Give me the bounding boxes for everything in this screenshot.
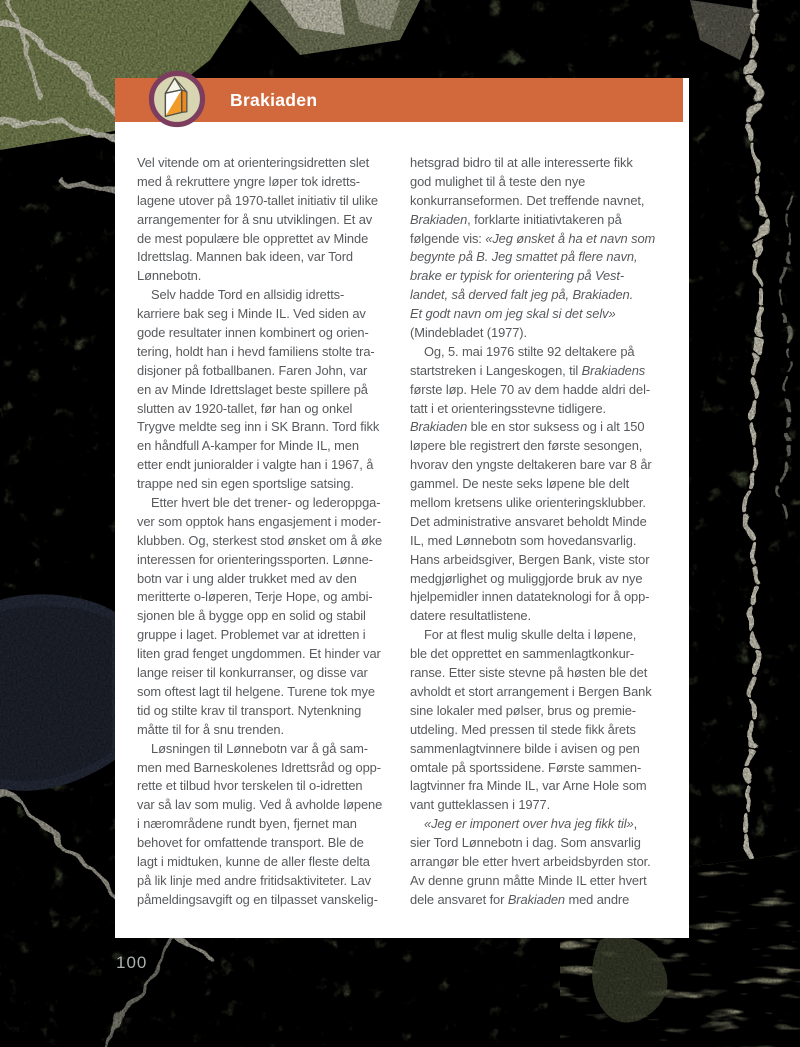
text-line: tatt i et orienteringsstevne tidligere. — [410, 400, 607, 416]
text-line: disjoner på fotballbanen. Faren John, var — [137, 362, 368, 378]
text-line: Selv hadde Tord en allsidig idretts- — [151, 287, 345, 303]
text-line: en håndfull A-kamper for Minde IL, men — [137, 438, 359, 454]
text-line: god mulighet til å teste den nye — [410, 173, 586, 189]
text-line: Av denne grunn måtte Minde IL etter hvert — [410, 872, 647, 888]
text-line: rette et tilbud hvor terskelen til o-idretten — [137, 778, 363, 794]
text-line: meritterte o-løperen, Terje Hope, og ambi- — [137, 589, 373, 605]
article-panel — [115, 78, 689, 938]
text-line: startstreken i Langeskogen, til Brakiadens — [410, 362, 646, 378]
text-line: Vel vitende om at orienteringsidretten slet — [137, 155, 370, 170]
text-line: tering, holdt han i hevd familiens stolte tra- — [137, 343, 375, 359]
text-line: omtale på sportssidene. Første sammen- — [410, 759, 642, 775]
text-line: ver som opptok hans engasjement i moder- — [137, 513, 381, 529]
text-line: sjonen ble å bygge opp en solid og stabil — [137, 608, 366, 624]
text-line: gruppe i laget. Problemet var at idretten i — [137, 627, 366, 643]
paragraph — [137, 740, 401, 910]
text-line: arrangør ble etter hvert arbeidsbyrden stor. — [410, 853, 651, 869]
text-line: måtte til for å snu trenden. — [137, 721, 284, 737]
text-line: en av Minde Idrettslaget beste spillere på — [137, 381, 368, 397]
text-line: første løp. Hele 70 av dem hadde aldri del- — [410, 381, 651, 397]
text-column-right — [410, 154, 674, 910]
text-line: Idrettslag. Mannen bak ideen, var Tord — [137, 249, 353, 265]
text-line: mellom kretsens ulike orienteringsklubber. — [410, 495, 646, 511]
text-line: dele ansvaret for Brakiaden med andre — [410, 891, 630, 907]
text-line: gode resultater innen kombinert og orien- — [137, 325, 369, 341]
text-line: For at flest mulig skulle delta i løpene, — [424, 627, 637, 643]
text-line: interessen for orienteringssporten. Lønne- — [137, 551, 373, 567]
text-line: Lønnebotn. — [137, 268, 202, 284]
text-line: Brakiaden ble en stor suksess og i alt 150 — [410, 419, 645, 435]
text-line: lange reiser til konkurranser, og disse var — [137, 665, 368, 681]
text-line: medgjørlighet og muliggjorde bruk av nye — [410, 570, 643, 586]
text-line: «Jeg er imponert over hva jeg fikk til», — [424, 816, 638, 832]
text-line: på lik linje med andre fritidsaktiviteter. Lav — [137, 872, 371, 888]
paragraph — [410, 815, 674, 909]
orienteering-map-icon — [148, 70, 206, 128]
text-line: hetsgrad bidro til at alle interesserte fikk — [410, 155, 633, 170]
text-line: vant gutteklassen i 1977. — [410, 797, 551, 813]
text-line: IL, med Lønnebotn som hovedansvarlig. — [410, 532, 637, 548]
text-line: Brakiaden, forklarte initiativtakeren på — [410, 211, 622, 227]
text-line: sine lokaler med pølser, brus og premie- — [410, 702, 636, 718]
text-line: Etter hvert ble det trener- og lederoppga- — [151, 495, 381, 511]
text-line: sier Tord Lønnebotn i dag. Som ansvarlig — [410, 835, 641, 851]
paragraph — [410, 154, 674, 343]
article-header-bar — [115, 78, 683, 122]
text-line: følgende vis: «Jeg ønsket å ha et navn som — [410, 230, 656, 246]
text-line: datere resultatlistene. — [410, 608, 531, 624]
text-line: men med Barneskolenes Idrettsråd og opp- — [137, 759, 381, 775]
text-line: liten grad fenget ungdommen. Et hinder var — [137, 646, 381, 662]
text-line: Og, 5. mai 1976 stilte 92 deltakere på — [424, 343, 635, 359]
paragraph — [137, 494, 401, 740]
text-line: etter endt junioralder i valgte han i 1967, å — [137, 457, 374, 473]
text-line: de mest populære ble opprettet av Minde — [137, 230, 369, 246]
paragraph — [410, 343, 674, 626]
text-line: påmeldingsavgift og en tilpasset vanskelig- — [137, 891, 378, 907]
text-line: hvorav den yngste deltakeren bare var 8 år — [410, 457, 652, 473]
text-line: Trygve meldte seg inn i SK Brann. Tord fikk — [137, 419, 380, 435]
text-line: Hans arbeidsgiver, Bergen Bank, viste stor — [410, 551, 650, 567]
text-line: brake er typisk for orientering på Vest- — [410, 268, 625, 284]
text-line: trappe ned sin egen sportslige satsing. — [137, 476, 354, 492]
text-column-left — [137, 154, 401, 910]
text-line: begynte på B. Jeg smattet på flere navn, — [410, 249, 638, 265]
text-line: lagene utover på 1970-tallet initiativ til ulike — [137, 192, 378, 208]
text-line: karriere bak seg i Minde IL. Ved siden av — [137, 306, 366, 322]
paragraph — [137, 154, 401, 286]
text-line: Et godt navn om jeg skal si det selv» — [410, 306, 616, 322]
text-line: behovet for omfattende transport. Ble de — [137, 835, 364, 851]
text-line: i nærområdene rundt byen, fjernet man — [137, 816, 357, 832]
article-title: Brakiaden — [230, 90, 318, 110]
text-line: var så lav som mulig. Ved å avholde løpene — [137, 797, 383, 813]
text-line: som oftest lagt til helgene. Turene tok mye — [137, 683, 375, 699]
text-line: lagt i midtuken, kunne de aller fleste delta — [137, 853, 370, 869]
text-line: ranse. Etter siste stevne på høsten ble det — [410, 665, 648, 681]
text-line: slutten av 1920-tallet, før han og onkel — [137, 400, 353, 416]
text-line: løpere ble registrert den første sesongen, — [410, 438, 643, 454]
text-line: botn var i ung alder trukket med av den — [137, 570, 357, 586]
paragraph — [410, 626, 674, 815]
text-line: landet, så derved falt jeg på, Brakiaden. — [410, 287, 634, 303]
text-line: avholdt et stort arrangement i Bergen Bank — [410, 683, 652, 699]
text-line: gammel. De neste seks løpene ble delt — [410, 476, 630, 492]
text-line: konkurranseformen. Det treffende navnet, — [410, 192, 645, 208]
text-line: (Mindebladet (1977). — [410, 325, 527, 341]
text-line: klubben. Og, sterkest stod ønsket om å øke — [137, 532, 383, 548]
text-line: Det administrative ansvaret beholdt Minde — [410, 513, 647, 529]
text-line: Løsningen til Lønnebotn var å gå sam- — [151, 740, 368, 756]
text-line: lagtvinner fra Minde IL, var Arne Hole som — [410, 778, 647, 794]
text-line: hjelpemidler innen datateknologi for å opp- — [410, 589, 650, 605]
paragraph — [137, 286, 401, 494]
article-body — [115, 122, 689, 910]
text-line: arrangementer for å snu utviklingen. Et av — [137, 211, 373, 227]
page-number: 100 — [116, 953, 148, 972]
text-line: sammenlagtvinnere bilde i avisen og pen — [410, 740, 640, 756]
text-line: tid og stilte krav til transport. Nytenkning — [137, 702, 362, 718]
text-line: utdeling. Med pressen til stede fikk årets — [410, 721, 636, 737]
text-line: med å rekruttere yngre løper tok idretts- — [137, 173, 361, 189]
text-line: ble det opprettet en sammenlagtkonkur- — [410, 646, 635, 662]
